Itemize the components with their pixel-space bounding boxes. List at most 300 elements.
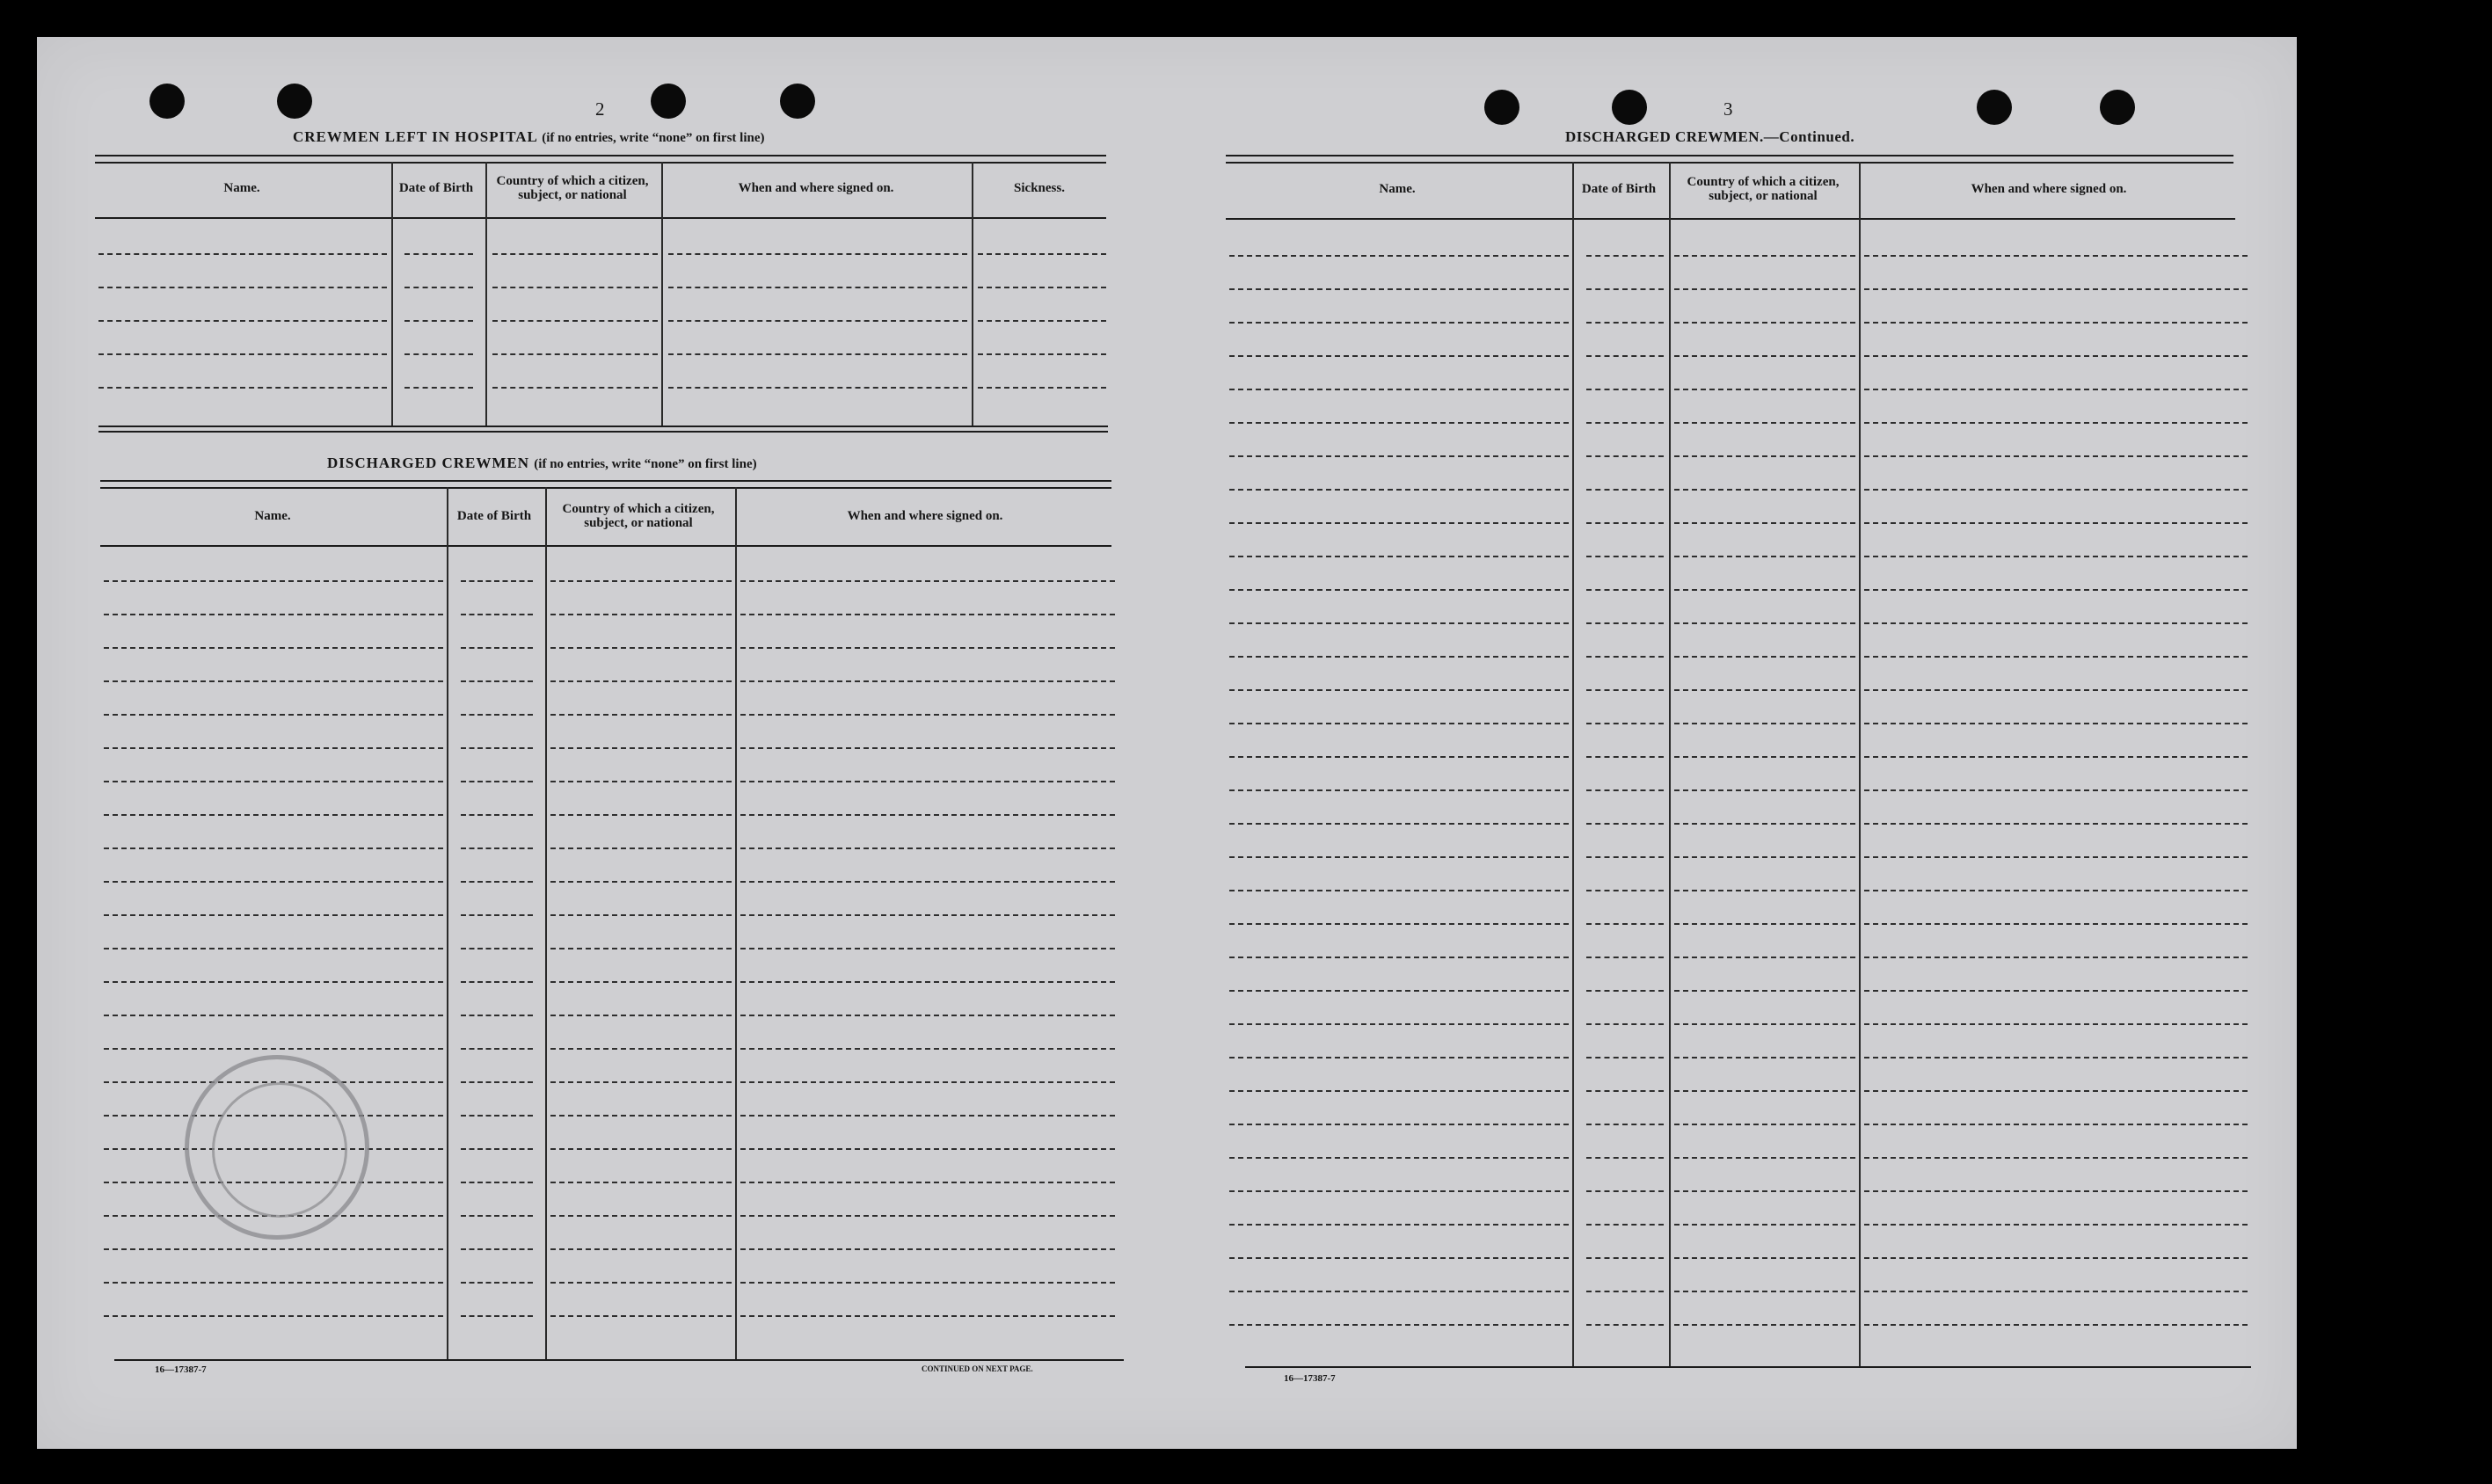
entry-line — [1674, 823, 1855, 825]
entry-line — [1674, 656, 1855, 658]
hospital-section-title — [293, 128, 765, 146]
entry-line — [740, 948, 1115, 949]
form-number: 16—17387-7 — [155, 1364, 207, 1375]
entry-line — [1864, 1224, 2248, 1226]
entry-line — [1586, 1257, 1664, 1259]
entry-line — [461, 1248, 533, 1250]
entry-line — [104, 1282, 443, 1284]
column-divider — [1572, 162, 1574, 1368]
entry-line — [1864, 789, 2248, 791]
entry-line — [1674, 990, 1855, 992]
punch-hole — [277, 84, 312, 119]
entry-line — [1674, 589, 1855, 591]
entry-line — [1229, 890, 1569, 891]
col-header-when-where: When and where signed on. — [1971, 181, 2127, 196]
punch-hole — [2100, 90, 2135, 125]
entry-line — [461, 714, 533, 716]
entry-line — [1864, 923, 2248, 925]
entry-line — [978, 387, 1106, 389]
entry-line — [1674, 455, 1855, 457]
entry-line — [1674, 1224, 1855, 1226]
entry-line — [1586, 789, 1664, 791]
entry-line — [461, 847, 533, 849]
entry-line — [1674, 522, 1855, 524]
entry-line — [1586, 756, 1664, 758]
col-header-sickness: Sickness. — [1014, 180, 1065, 195]
entry-line — [492, 253, 658, 255]
entry-line — [1586, 1224, 1664, 1226]
entry-line — [740, 1081, 1115, 1083]
entry-line — [740, 1315, 1115, 1317]
form-number: 16—17387-7 — [1284, 1373, 1336, 1384]
entry-line — [1229, 856, 1569, 858]
entry-line — [740, 747, 1115, 749]
entry-line — [1586, 355, 1664, 357]
entry-line — [1674, 389, 1855, 390]
entry-line — [978, 353, 1106, 355]
entry-line — [1586, 1157, 1664, 1159]
entry-line — [1586, 723, 1664, 724]
entry-line — [1586, 856, 1664, 858]
stamp-inner-ring — [212, 1082, 347, 1218]
entry-line — [1864, 1124, 2248, 1125]
entry-line — [1864, 990, 2248, 992]
entry-line — [1229, 723, 1569, 724]
entry-line — [1229, 957, 1569, 958]
entry-line — [1586, 422, 1664, 424]
entry-line — [104, 647, 443, 649]
entry-line — [1674, 923, 1855, 925]
entry-line — [1674, 957, 1855, 958]
entry-line — [1229, 589, 1569, 591]
entry-line — [1674, 890, 1855, 891]
column-divider — [391, 162, 393, 427]
entry-line — [1229, 1124, 1569, 1125]
col-header-date-of-birth: Date of Birth — [398, 180, 474, 195]
entry-line — [1229, 823, 1569, 825]
entry-line — [1674, 422, 1855, 424]
header-rule — [1226, 155, 2233, 156]
entry-line — [1586, 622, 1664, 624]
entry-line — [1229, 1157, 1569, 1159]
entry-line — [1229, 923, 1569, 925]
entry-line — [740, 1182, 1115, 1183]
entry-line — [461, 981, 533, 983]
discharged-note-text: (if no entries, write “none” on first line) — [534, 457, 757, 471]
page-bottom-rule — [1245, 1366, 2251, 1368]
entry-line — [1586, 389, 1664, 390]
entry-line — [978, 320, 1106, 322]
entry-line — [740, 1215, 1115, 1217]
column-divider — [447, 487, 448, 1359]
entry-line — [461, 1282, 533, 1284]
hospital-title-text: CREWMEN LEFT IN HOSPITAL — [293, 128, 537, 145]
entry-line — [404, 353, 473, 355]
entry-line — [1586, 656, 1664, 658]
column-divider — [545, 487, 547, 1359]
entry-line — [461, 948, 533, 949]
entry-line — [740, 1048, 1115, 1050]
entry-line — [1674, 1291, 1855, 1292]
entry-line — [461, 647, 533, 649]
entry-line — [104, 1048, 443, 1050]
entry-line — [404, 387, 473, 389]
entry-line — [104, 814, 443, 816]
entry-line — [1674, 255, 1855, 257]
entry-line — [550, 714, 732, 716]
entry-line — [461, 814, 533, 816]
entry-line — [1229, 656, 1569, 658]
entry-line — [1864, 622, 2248, 624]
scanned-form-sheet — [37, 37, 2297, 1449]
entry-line — [1674, 355, 1855, 357]
column-divider — [485, 162, 487, 427]
entry-line — [1864, 856, 2248, 858]
entry-line — [1674, 756, 1855, 758]
entry-line — [1674, 288, 1855, 290]
entry-line — [461, 580, 533, 582]
entry-line — [550, 914, 732, 916]
entry-line — [1864, 1057, 2248, 1058]
entry-line — [104, 847, 443, 849]
entry-line — [1864, 1023, 2248, 1025]
entry-line — [98, 320, 387, 322]
entry-line — [1674, 1124, 1855, 1125]
entry-line — [550, 1182, 732, 1183]
entry-line — [1586, 923, 1664, 925]
entry-line — [668, 387, 967, 389]
entry-line — [550, 1048, 732, 1050]
entry-line — [1586, 589, 1664, 591]
entry-line — [98, 353, 387, 355]
entry-line — [1674, 622, 1855, 624]
col-header-country: Country of which a citizen, subject, or national — [562, 502, 715, 530]
entry-line — [1229, 1324, 1569, 1326]
discharged-section-title — [327, 455, 757, 472]
entry-line — [1229, 756, 1569, 758]
entry-line — [740, 714, 1115, 716]
col-header-date-of-birth: Date of Birth — [1581, 181, 1657, 196]
entry-line — [740, 914, 1115, 916]
right-section-title: DISCHARGED CREWMEN.—Continued. — [1565, 128, 1855, 145]
entry-line — [1864, 890, 2248, 891]
entry-line — [740, 781, 1115, 782]
continued-note: CONTINUED ON NEXT PAGE. — [922, 1364, 1033, 1373]
entry-line — [1864, 1324, 2248, 1326]
entry-line — [1586, 1057, 1664, 1058]
entry-line — [1229, 1057, 1569, 1058]
entry-line — [461, 1115, 533, 1117]
col-header-when-where: When and where signed on. — [847, 508, 1003, 523]
entry-line — [740, 1282, 1115, 1284]
entry-line — [1674, 322, 1855, 324]
punch-hole — [149, 84, 185, 119]
entry-line — [1586, 957, 1664, 958]
entry-line — [104, 614, 443, 615]
entry-line — [104, 580, 443, 582]
entry-line — [1674, 489, 1855, 491]
entry-line — [550, 948, 732, 949]
entry-line — [740, 1248, 1115, 1250]
column-divider — [972, 162, 973, 427]
entry-line — [1864, 489, 2248, 491]
entry-line — [1229, 990, 1569, 992]
entry-line — [550, 1215, 732, 1217]
entry-line — [668, 320, 967, 322]
entry-line — [550, 814, 732, 816]
entry-line — [1586, 288, 1664, 290]
entry-line — [1864, 355, 2248, 357]
entry-line — [740, 847, 1115, 849]
entry-line — [104, 881, 443, 883]
page-number: 3 — [1723, 98, 1733, 120]
entry-line — [104, 781, 443, 782]
entry-line — [1586, 1023, 1664, 1025]
entry-line — [740, 647, 1115, 649]
entry-line — [1229, 1257, 1569, 1259]
entry-line — [1864, 422, 2248, 424]
punch-hole — [1612, 90, 1647, 125]
entry-line — [550, 1248, 732, 1250]
entry-line — [1864, 389, 2248, 390]
entry-line — [1864, 1291, 2248, 1292]
entry-line — [1586, 890, 1664, 891]
entry-line — [1586, 1124, 1664, 1125]
entry-line — [1229, 556, 1569, 557]
entry-line — [550, 1282, 732, 1284]
section-bottom-rule — [98, 431, 1108, 433]
entry-line — [668, 287, 967, 288]
entry-line — [1864, 756, 2248, 758]
entry-line — [550, 981, 732, 983]
circular-ink-stamp — [185, 1055, 369, 1240]
entry-line — [104, 680, 443, 682]
entry-line — [104, 914, 443, 916]
entry-line — [1229, 355, 1569, 357]
punch-hole — [1977, 90, 2012, 125]
col-header-date-of-birth: Date of Birth — [456, 508, 532, 523]
entry-line — [461, 1215, 533, 1217]
entry-line — [740, 580, 1115, 582]
hospital-note-text: (if no entries, write “none” on first line) — [542, 131, 765, 145]
entry-line — [550, 781, 732, 782]
entry-line — [1864, 522, 2248, 524]
entry-line — [1229, 288, 1569, 290]
entry-line — [104, 747, 443, 749]
header-bottom-rule — [100, 545, 1111, 547]
entry-line — [978, 253, 1106, 255]
entry-line — [740, 881, 1115, 883]
entry-line — [461, 914, 533, 916]
col-header-when-where: When and where signed on. — [738, 180, 894, 195]
page-bottom-rule — [114, 1359, 1124, 1361]
entry-line — [740, 1148, 1115, 1150]
column-divider — [735, 487, 737, 1359]
entry-line — [1229, 689, 1569, 691]
column-divider — [661, 162, 663, 427]
entry-line — [1674, 1057, 1855, 1058]
punch-hole — [651, 84, 686, 119]
entry-line — [1674, 1190, 1855, 1192]
entry-line — [1864, 1090, 2248, 1092]
entry-line — [1674, 1257, 1855, 1259]
entry-line — [461, 1048, 533, 1050]
entry-line — [668, 253, 967, 255]
entry-line — [550, 1315, 732, 1317]
entry-line — [461, 1182, 533, 1183]
entry-line — [1586, 522, 1664, 524]
column-divider — [1859, 162, 1861, 1368]
entry-line — [550, 680, 732, 682]
page-number: 2 — [595, 98, 605, 120]
col-header-country: Country of which a citizen, subject, or national — [496, 174, 649, 202]
entry-line — [550, 847, 732, 849]
entry-line — [104, 1248, 443, 1250]
entry-line — [98, 287, 387, 288]
entry-line — [1864, 455, 2248, 457]
entry-line — [98, 253, 387, 255]
entry-line — [1586, 1190, 1664, 1192]
entry-line — [1586, 1291, 1664, 1292]
entry-line — [550, 1015, 732, 1016]
punch-hole — [1484, 90, 1519, 125]
entry-line — [104, 714, 443, 716]
entry-line — [461, 1315, 533, 1317]
section-bottom-rule — [98, 426, 1108, 427]
entry-line — [740, 614, 1115, 615]
col-header-name: Name. — [1379, 181, 1416, 196]
entry-line — [1864, 255, 2248, 257]
entry-line — [1674, 856, 1855, 858]
entry-line — [1864, 288, 2248, 290]
entry-line — [104, 1315, 443, 1317]
entry-line — [461, 680, 533, 682]
entry-line — [550, 1148, 732, 1150]
entry-line — [1586, 689, 1664, 691]
entry-line — [404, 287, 473, 288]
entry-line — [1864, 1257, 2248, 1259]
entry-line — [492, 287, 658, 288]
entry-line — [550, 1115, 732, 1117]
entry-line — [461, 747, 533, 749]
entry-line — [1229, 455, 1569, 457]
entry-line — [740, 1015, 1115, 1016]
entry-line — [1229, 489, 1569, 491]
entry-line — [1229, 1023, 1569, 1025]
entry-line — [104, 1015, 443, 1016]
entry-line — [461, 781, 533, 782]
entry-line — [1586, 255, 1664, 257]
entry-line — [1229, 622, 1569, 624]
entry-line — [492, 320, 658, 322]
entry-line — [461, 614, 533, 615]
entry-line — [550, 580, 732, 582]
entry-line — [404, 320, 473, 322]
entry-line — [740, 1115, 1115, 1117]
entry-line — [492, 353, 658, 355]
entry-line — [1229, 1190, 1569, 1192]
entry-line — [461, 1015, 533, 1016]
entry-line — [1864, 1157, 2248, 1159]
entry-line — [1864, 689, 2248, 691]
entry-line — [1586, 1090, 1664, 1092]
entry-line — [1229, 389, 1569, 390]
entry-line — [740, 981, 1115, 983]
entry-line — [1229, 322, 1569, 324]
entry-line — [104, 948, 443, 949]
column-divider — [1669, 162, 1671, 1368]
discharged-title-text: DISCHARGED CREWMEN — [327, 455, 530, 471]
entry-line — [1674, 1023, 1855, 1025]
entry-line — [1864, 556, 2248, 557]
entry-line — [1674, 723, 1855, 724]
entry-line — [550, 881, 732, 883]
entry-line — [1864, 957, 2248, 958]
entry-line — [1864, 589, 2248, 591]
punch-hole — [780, 84, 815, 119]
entry-line — [1229, 1224, 1569, 1226]
entry-line — [1586, 489, 1664, 491]
entry-line — [461, 1081, 533, 1083]
entry-line — [1674, 1324, 1855, 1326]
entry-line — [1586, 455, 1664, 457]
entry-line — [1674, 689, 1855, 691]
entry-line — [550, 614, 732, 615]
header-rule — [95, 155, 1106, 156]
entry-line — [550, 1081, 732, 1083]
entry-line — [104, 981, 443, 983]
entry-line — [668, 353, 967, 355]
entry-line — [1864, 656, 2248, 658]
col-header-name: Name. — [223, 180, 260, 195]
entry-line — [1864, 322, 2248, 324]
entry-line — [1864, 823, 2248, 825]
entry-line — [1674, 1157, 1855, 1159]
entry-line — [1586, 322, 1664, 324]
entry-line — [1229, 1090, 1569, 1092]
entry-line — [1229, 789, 1569, 791]
entry-line — [1229, 1291, 1569, 1292]
col-header-name: Name. — [254, 508, 291, 523]
entry-line — [1864, 1190, 2248, 1192]
entry-line — [461, 881, 533, 883]
entry-line — [550, 747, 732, 749]
col-header-country: Country of which a citizen, subject, or national — [1687, 175, 1840, 203]
entry-line — [1674, 556, 1855, 557]
entry-line — [740, 814, 1115, 816]
entry-line — [1586, 556, 1664, 557]
entry-line — [1229, 522, 1569, 524]
entry-line — [1586, 990, 1664, 992]
entry-line — [1229, 422, 1569, 424]
entry-line — [98, 387, 387, 389]
header-rule — [100, 480, 1111, 482]
entry-line — [1864, 723, 2248, 724]
entry-line — [461, 1148, 533, 1150]
entry-line — [1229, 255, 1569, 257]
entry-line — [1674, 789, 1855, 791]
entry-line — [404, 253, 473, 255]
entry-line — [1586, 1324, 1664, 1326]
entry-line — [978, 287, 1106, 288]
entry-line — [550, 647, 732, 649]
entry-line — [1674, 1090, 1855, 1092]
header-bottom-rule — [1226, 218, 2235, 220]
entry-line — [740, 680, 1115, 682]
header-bottom-rule — [95, 217, 1106, 219]
entry-line — [1586, 823, 1664, 825]
entry-line — [492, 387, 658, 389]
